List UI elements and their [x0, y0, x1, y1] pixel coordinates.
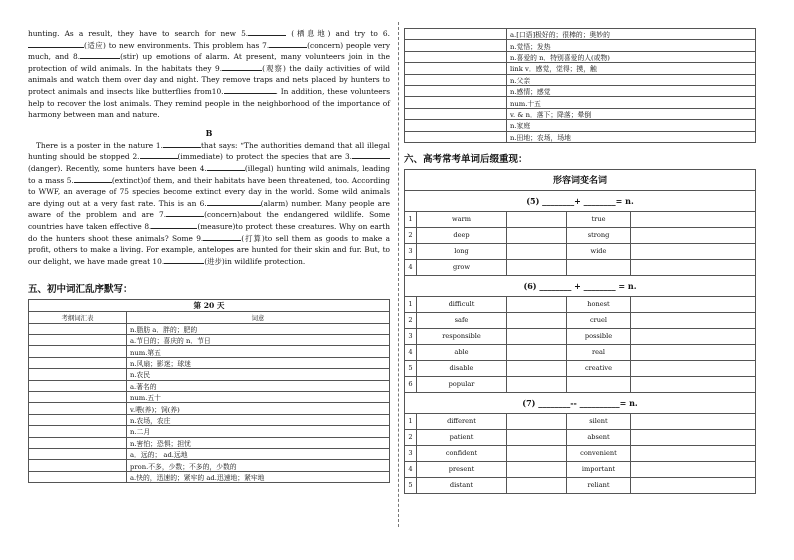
meaning-cell: pron.不多，少数；不多的，少数的	[127, 460, 390, 471]
answer-blank[interactable]	[151, 221, 197, 229]
meaning-cell: num.五十	[127, 392, 390, 403]
noun-answer-cell[interactable]	[507, 312, 567, 328]
adjective-cell: cruel	[567, 312, 631, 328]
table-row	[405, 74, 756, 85]
adjective-cell: reliant	[567, 477, 631, 493]
answer-blank[interactable]	[80, 51, 120, 59]
answer-blank[interactable]	[352, 151, 390, 159]
noun-answer-cell[interactable]	[631, 477, 756, 493]
row-number: 4	[405, 259, 417, 275]
adjective-cell: creative	[567, 360, 631, 376]
table-row	[405, 413, 756, 429]
table-row	[405, 29, 756, 40]
table-row	[405, 445, 756, 461]
row-number: 1	[405, 296, 417, 312]
answer-blank[interactable]	[224, 86, 276, 94]
adjective-cell: distant	[417, 477, 507, 493]
noun-answer-cell[interactable]	[631, 413, 756, 429]
adjective-cell: convenient	[567, 445, 631, 461]
adjective-cell	[567, 259, 631, 275]
passage-b	[28, 140, 390, 268]
table-row	[405, 461, 756, 477]
vocab-answer-cell[interactable]	[29, 357, 127, 368]
vocab-answer-cell[interactable]	[405, 29, 507, 40]
table-row	[405, 360, 756, 376]
table-row	[29, 448, 390, 459]
table-row	[29, 437, 390, 448]
answer-blank[interactable]	[28, 40, 84, 48]
adjective-cell: present	[417, 461, 507, 477]
meaning-cell: link v．感觉，觉得；摸，触	[507, 63, 756, 74]
answer-blank[interactable]	[166, 209, 204, 217]
vocab-answer-cell[interactable]	[405, 51, 507, 62]
passage-a-text: (stir) up emotions of alarm. At present, many volunteers join in the protection of wild animals. In the habitats they 9.	[28, 52, 390, 73]
table-row	[405, 328, 756, 344]
row-number: 4	[405, 461, 417, 477]
noun-answer-cell[interactable]	[507, 344, 567, 360]
adjective-cell	[567, 376, 631, 392]
adjective-cell: different	[417, 413, 507, 429]
meaning-cell: n.脂肪 a．胖的；肥的	[127, 323, 390, 334]
adjective-cell: deep	[417, 227, 507, 243]
table-row	[405, 108, 756, 119]
row-number: 3	[405, 445, 417, 461]
passage-b-text: (illegal) hunting wild animals, leading to a mass 5.	[28, 163, 390, 185]
meaning-cell: a.[口语]极好的；很棒的；奥妙的	[507, 29, 756, 40]
answer-blank[interactable]	[248, 28, 286, 36]
meaning-cell: n.喜爱的 n．特别喜爱的人(或物)	[507, 51, 756, 62]
row-number: 5	[405, 477, 417, 493]
section-5-title: 五、初中词汇乱序默写：	[28, 284, 133, 296]
meaning-cell: n.父亲	[507, 74, 756, 85]
vocab-answer-cell[interactable]	[29, 335, 127, 346]
group-5-label: (5) ________+ ________= n.	[405, 190, 756, 211]
passage-a	[28, 28, 390, 121]
adjective-cell: disable	[417, 360, 507, 376]
table-row	[29, 369, 390, 380]
passage-a-text: (concern) people very much, and 8.	[28, 40, 390, 62]
adjective-cell: warm	[417, 211, 507, 227]
table-row	[405, 477, 756, 493]
vocab-answer-cell[interactable]	[405, 120, 507, 131]
answer-blank[interactable]	[163, 140, 201, 148]
vocab-answer-cell[interactable]	[405, 63, 507, 74]
meaning-cell: n.田地；农场，场地	[507, 131, 756, 142]
table-row	[405, 51, 756, 62]
meaning-cell: n.害怕；恐惧；担忧	[127, 437, 390, 448]
adjective-cell: silent	[567, 413, 631, 429]
answer-blank[interactable]	[140, 151, 178, 159]
meaning-cell: n.风扇；影迷；球迷	[127, 357, 390, 368]
meaning-cell: a.快的，迅速的；紧牢的 ad.迅速地；紧牢地	[127, 471, 390, 482]
table-row	[405, 63, 756, 74]
table-row	[405, 120, 756, 131]
passage-a-text: (适应) to new environments. This problem has 7.	[84, 40, 270, 50]
adjective-cell: long	[417, 243, 507, 259]
suffix-table-title: 形容词变名词	[405, 169, 756, 190]
passage-a-text: hunting. As a result, they have to search for new 5.	[28, 29, 249, 38]
noun-answer-cell[interactable]	[507, 477, 567, 493]
passage-b-text: (concern)about the endangered wildlife. Some countries have taken effective 8.	[28, 210, 390, 231]
passage-b-text: (immediate) to protect the species that are 3.	[177, 152, 353, 162]
noun-answer-cell[interactable]	[631, 328, 756, 344]
table-row	[29, 403, 390, 414]
row-number: 3	[405, 243, 417, 259]
suffix-table	[404, 169, 756, 494]
passage-a-text: (观察) the daily activities of wild animals and watch them over day and night. They remove traps and nets placed by hunters to protect animals and insects like butterflies from10.	[28, 63, 391, 96]
adjective-cell: absent	[567, 429, 631, 445]
noun-answer-cell[interactable]	[631, 344, 756, 360]
meaning-cell: num.十五	[507, 97, 756, 108]
meaning-cell: n.二月	[127, 426, 390, 437]
table-row	[29, 335, 390, 346]
vocab-answer-cell[interactable]	[29, 414, 127, 425]
adjective-cell: able	[417, 344, 507, 360]
passage-b-text: (alarm) number. Many people are aware of the problem and are 7.	[28, 198, 390, 220]
meaning-cell: n.农场，农庄	[127, 414, 390, 425]
passage-b-text: (measure)to protect these creatures. Why on earth do the hunters shoot these animals? Some 9.	[28, 221, 390, 243]
row-number: 2	[405, 429, 417, 445]
answer-blank[interactable]	[74, 175, 112, 183]
table-row	[405, 211, 756, 227]
table-row	[29, 392, 390, 403]
table-row	[405, 312, 756, 328]
noun-answer-cell[interactable]	[507, 328, 567, 344]
answer-blank[interactable]	[207, 198, 261, 206]
adjective-cell: possible	[567, 328, 631, 344]
noun-answer-cell[interactable]	[507, 461, 567, 477]
meaning-cell: a.节日的；喜庆的 n．节日	[127, 335, 390, 346]
adjective-cell: real	[567, 344, 631, 360]
vocab-answer-cell[interactable]	[29, 426, 127, 437]
adjective-cell: confident	[417, 445, 507, 461]
answer-blank[interactable]	[269, 40, 307, 48]
noun-answer-cell[interactable]	[507, 445, 567, 461]
meaning-cell: n.感情；感觉	[507, 85, 756, 96]
adjective-cell: honest	[567, 296, 631, 312]
row-number: 4	[405, 344, 417, 360]
answer-blank[interactable]	[203, 233, 241, 241]
meaning-cell: n.家庭	[507, 120, 756, 131]
noun-answer-cell[interactable]	[631, 211, 756, 227]
row-number: 2	[405, 312, 417, 328]
passage-b-heading: B	[205, 127, 213, 138]
table-row	[405, 227, 756, 243]
table-row	[29, 380, 390, 391]
meaning-cell: v. & n．落下；降落；晕倒	[507, 108, 756, 119]
table-row	[405, 131, 756, 142]
table-row	[29, 460, 390, 471]
noun-answer-cell[interactable]	[507, 211, 567, 227]
table-row	[405, 243, 756, 259]
noun-answer-cell[interactable]	[631, 227, 756, 243]
passage-b-text: (打算)to sell them as goods to make a profit, others to make a living. For example, antelopes are hunted for their skin and fur. But, to our delight, we have made great 10.	[28, 233, 390, 266]
vocab-answer-cell[interactable]	[29, 448, 127, 459]
noun-answer-cell[interactable]	[507, 413, 567, 429]
table-row	[29, 357, 390, 368]
vocab-answer-cell[interactable]	[405, 85, 507, 96]
vocab-answer-cell[interactable]	[29, 471, 127, 482]
vocab-answer-cell[interactable]	[29, 403, 127, 414]
noun-answer-cell[interactable]	[507, 296, 567, 312]
vocab-answer-cell[interactable]	[29, 346, 127, 357]
group-7-label: (7) ________-- __________= n.	[405, 392, 756, 413]
passage-b-text: that says: “The authorities demand that all illegal hunting should be stopped 2.	[28, 140, 390, 162]
table-row	[29, 414, 390, 425]
noun-answer-cell[interactable]	[631, 312, 756, 328]
noun-answer-cell[interactable]	[631, 259, 756, 275]
table-row	[405, 40, 756, 51]
table-row	[29, 346, 390, 357]
day-title: 第 20 天	[29, 300, 390, 312]
noun-answer-cell[interactable]	[631, 376, 756, 392]
meaning-cell: num.第五	[127, 346, 390, 357]
vocab-table	[28, 299, 390, 483]
table-row	[29, 426, 390, 437]
meaning-cell: n.觉悟；发热	[507, 40, 756, 51]
table-row	[29, 471, 390, 482]
passage-a-text: (栖息地) and try to 6.	[291, 29, 390, 38]
vocab-answer-cell[interactable]	[29, 323, 127, 334]
noun-answer-cell[interactable]	[631, 461, 756, 477]
adjective-cell: wide	[567, 243, 631, 259]
noun-answer-cell[interactable]	[631, 243, 756, 259]
table-row	[405, 97, 756, 108]
passage-a-text: . In addition, these volunteers help to recover the lost animals. They remind people in the neighborhood of the importance of harmony between man and nature.	[28, 86, 390, 120]
adjective-cell: true	[567, 211, 631, 227]
meaning-cell: v.喂(养)；饲(养)	[127, 403, 390, 414]
section-6-title: 六、高考常考单词后缀重现：	[404, 153, 528, 165]
noun-answer-cell[interactable]	[507, 227, 567, 243]
noun-answer-cell[interactable]	[507, 243, 567, 259]
answer-blank[interactable]	[207, 163, 245, 171]
table-row	[405, 344, 756, 360]
table-row	[405, 376, 756, 392]
row-number: 1	[405, 413, 417, 429]
noun-answer-cell[interactable]	[631, 296, 756, 312]
vocab-answer-cell[interactable]	[405, 108, 507, 119]
noun-answer-cell[interactable]	[507, 429, 567, 445]
adjective-cell: strong	[567, 227, 631, 243]
column-header-meaning: 词意	[127, 312, 390, 323]
group-6-label: (6) ________ + ________ = n.	[405, 275, 756, 296]
vocab-answer-cell[interactable]	[405, 74, 507, 85]
table-row	[405, 85, 756, 96]
adjective-cell: popular	[417, 376, 507, 392]
vocab-answer-cell[interactable]	[29, 437, 127, 448]
vocab-answer-cell[interactable]	[29, 460, 127, 471]
row-number: 2	[405, 227, 417, 243]
adjective-cell: important	[567, 461, 631, 477]
passage-b-text: (extinct)of them, and their habitats have been threatened, too. According to WWF, an average of 75 species become extinct every day in the world. Some wild animals are dying out at a very fast rate. This is an 6.	[28, 175, 390, 208]
vocab-table-continued	[404, 28, 756, 143]
column-header-vocab: 考纲词汇表	[29, 312, 127, 323]
vocab-answer-cell[interactable]	[405, 40, 507, 51]
noun-answer-cell[interactable]	[631, 429, 756, 445]
adjective-cell: grow	[417, 259, 507, 275]
answer-blank[interactable]	[164, 256, 204, 264]
passage-b-text: There is a poster in the nature 1.	[36, 140, 163, 150]
answer-blank[interactable]	[222, 63, 262, 71]
meaning-cell: a．远的； ad.远地	[127, 448, 390, 459]
passage-b-text: (danger). Recently, some hunters have been 4.	[28, 163, 207, 173]
vocab-answer-cell[interactable]	[29, 369, 127, 380]
noun-answer-cell[interactable]	[507, 360, 567, 376]
noun-answer-cell[interactable]	[507, 376, 567, 392]
meaning-cell: a.著名的	[127, 380, 390, 391]
row-number: 1	[405, 211, 417, 227]
table-row	[405, 296, 756, 312]
row-number: 6	[405, 376, 417, 392]
passage-b-text: (进步)in wildlife protection.	[204, 256, 306, 266]
table-row	[29, 323, 390, 334]
vocab-answer-cell[interactable]	[29, 380, 127, 391]
column-divider	[398, 22, 399, 527]
left-column	[28, 28, 390, 483]
meaning-cell: n.农民	[127, 369, 390, 380]
noun-answer-cell[interactable]	[631, 445, 756, 461]
noun-answer-cell[interactable]	[631, 360, 756, 376]
row-number: 3	[405, 328, 417, 344]
row-number: 5	[405, 360, 417, 376]
vocab-answer-cell[interactable]	[405, 131, 507, 142]
adjective-cell: safe	[417, 312, 507, 328]
table-row	[405, 259, 756, 275]
adjective-cell: responsible	[417, 328, 507, 344]
noun-answer-cell[interactable]	[507, 259, 567, 275]
adjective-cell: difficult	[417, 296, 507, 312]
vocab-answer-cell[interactable]	[29, 392, 127, 403]
table-row	[405, 429, 756, 445]
vocab-answer-cell[interactable]	[405, 97, 507, 108]
adjective-cell: patient	[417, 429, 507, 445]
right-column	[404, 28, 756, 494]
